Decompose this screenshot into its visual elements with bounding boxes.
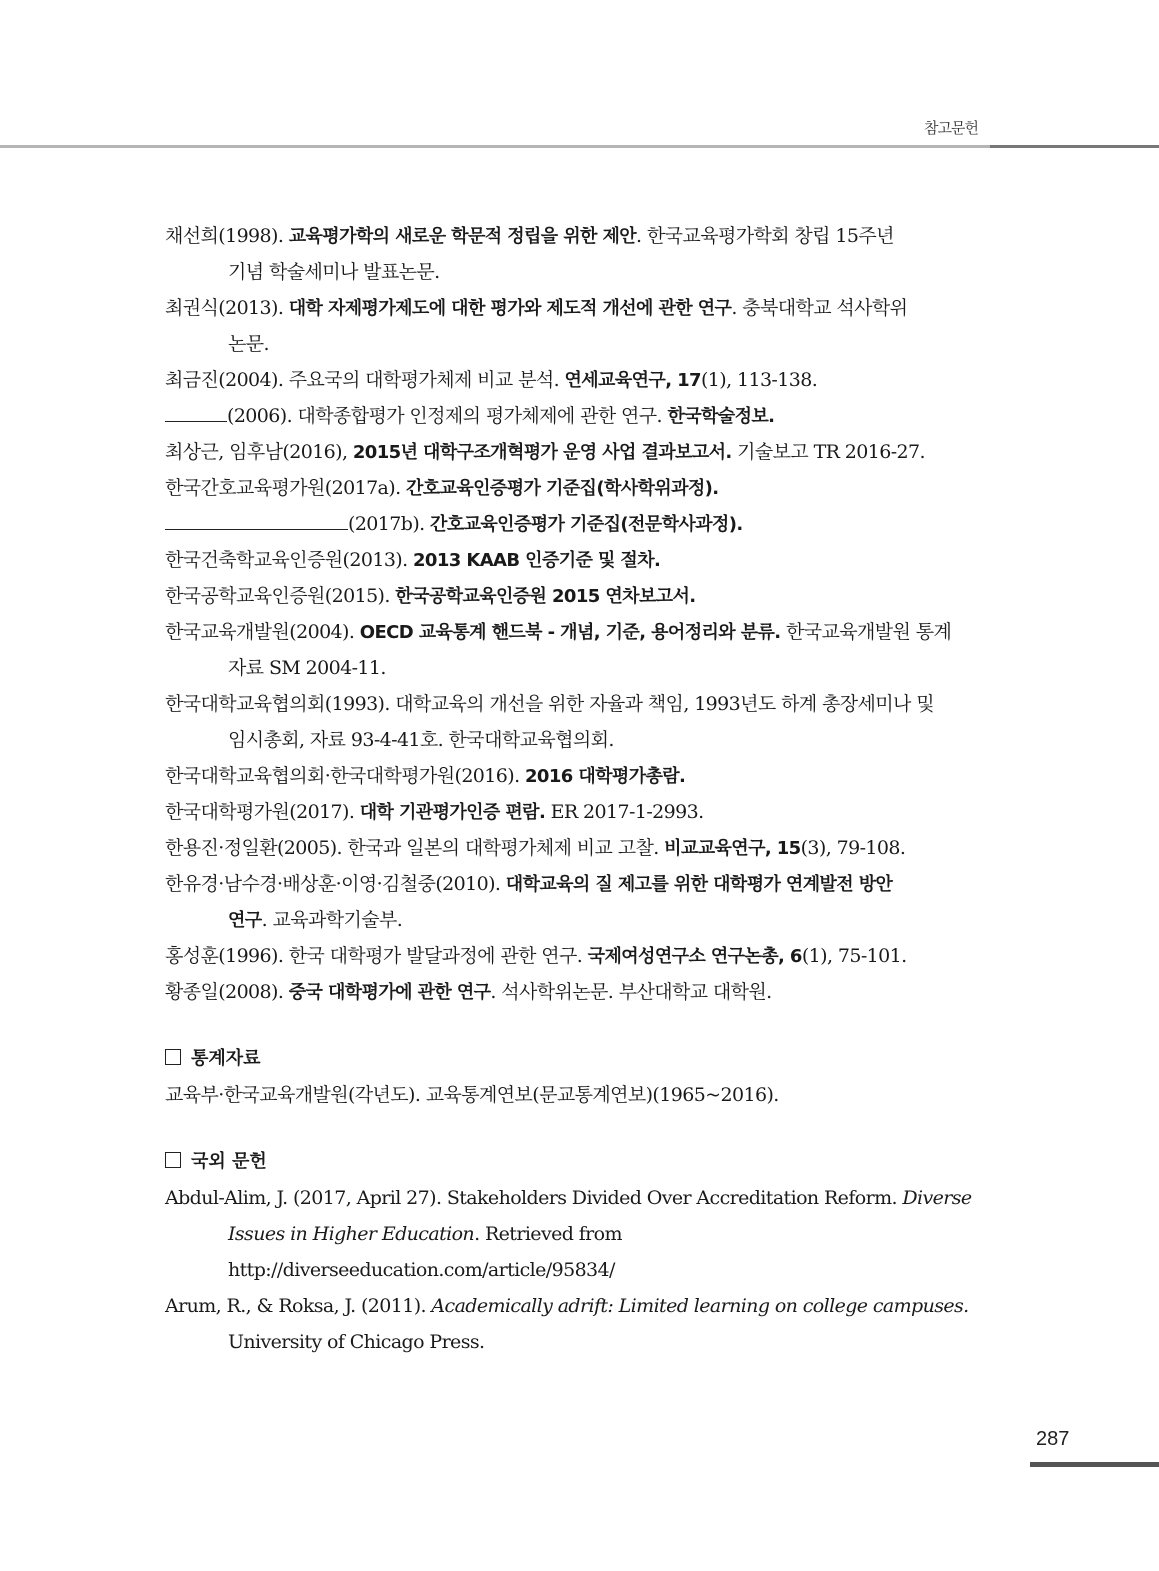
reference-title-italic: Issues in Higher Education xyxy=(228,1223,475,1245)
reference-line xyxy=(165,434,993,470)
reference-line xyxy=(165,542,993,578)
reference-title-bold: 한국공학교육인증원 2015 연차보고서. xyxy=(395,586,696,607)
reference-title-bold: 간호교육인증평가 기준집(전문학사과정). xyxy=(430,514,743,535)
reference-line xyxy=(165,866,993,902)
reference-title-bold: 국제여성연구소 연구논총, 6 xyxy=(587,946,802,967)
section-heading-text: 통계자료 xyxy=(191,1048,261,1069)
reference-text: (2017b). xyxy=(348,513,431,535)
reference-line xyxy=(165,506,993,542)
reference-title-bold: 대학교육의 질 제고를 위한 대학평가 연계발전 방안 xyxy=(505,874,893,895)
reference-entry xyxy=(165,866,993,938)
korean-references xyxy=(165,218,993,1010)
reference-line xyxy=(165,398,993,434)
reference-text: 한국교육개발원 통계 xyxy=(780,621,952,643)
reference-text: . Retrieved from xyxy=(474,1223,622,1245)
reference-entry xyxy=(165,938,993,974)
reference-entry xyxy=(165,830,993,866)
reference-text: . 교육과학기술부. xyxy=(261,909,403,931)
running-header-title: 참고문헌 xyxy=(924,119,978,137)
references-body xyxy=(165,218,993,1360)
foreign-references xyxy=(165,1180,993,1360)
reference-text: 교육부·한국교육개발원(각년도). 교육통계연보(문교통계연보)(1965~2016). xyxy=(165,1084,779,1106)
reference-line xyxy=(165,1288,993,1324)
reference-line xyxy=(165,650,993,686)
reference-text: 한국대학평가원(2017). xyxy=(165,801,360,823)
reference-line xyxy=(165,254,993,290)
reference-text: 한국대학교육협의회·한국대학평가원(2016). xyxy=(165,765,525,787)
reference-text: (1), 113-138. xyxy=(700,369,818,391)
reference-title-bold: 한국학술정보. xyxy=(667,406,775,427)
section-heading-statistics xyxy=(165,1041,993,1077)
reference-entry xyxy=(165,470,993,506)
reference-entry xyxy=(165,218,993,290)
reference-line xyxy=(165,218,993,254)
reference-line xyxy=(165,470,993,506)
reference-entry xyxy=(165,794,993,830)
reference-title-bold: 교육평가학의 새로운 학문적 정립을 위한 제안 xyxy=(288,226,637,247)
reference-text: Arum, R., & Roksa, J. (2011). xyxy=(165,1295,432,1317)
reference-text: ER 2017-1-2993. xyxy=(545,801,704,823)
reference-text: 한유경·남수경·배상훈·이영·김철중(2010). xyxy=(165,873,506,895)
reference-text: (1), 75-101. xyxy=(801,945,907,967)
reference-text: (2006). 대학종합평가 인정제의 평가체제에 관한 연구. xyxy=(227,405,668,427)
reference-line xyxy=(165,686,993,722)
checkbox-square-icon xyxy=(165,1152,181,1168)
reference-line xyxy=(165,1324,993,1360)
reference-text: . 충북대학교 석사학위 xyxy=(731,297,908,319)
header-rule-accent xyxy=(990,145,1159,148)
reference-text: Abdul-Alim, J. (2017, April 27). Stakeholders Divided Over Accreditation Reform. xyxy=(165,1187,903,1209)
reference-text: 한용진·정일환(2005). 한국과 일본의 대학평가체제 비교 고찰. xyxy=(165,837,665,859)
reference-entry xyxy=(165,686,993,758)
reference-line xyxy=(165,758,993,794)
reference-line xyxy=(165,974,993,1010)
reference-title-bold: 대학 기관평가인증 편람. xyxy=(359,802,546,823)
reference-entry xyxy=(165,1077,993,1113)
reference-title-bold: 중국 대학평가에 관한 연구 xyxy=(288,982,491,1003)
reference-line xyxy=(165,1252,993,1288)
reference-line xyxy=(165,326,993,362)
repeated-author-blank xyxy=(165,401,227,422)
reference-text: 최상근, 임후남(2016), xyxy=(165,441,353,463)
reference-line xyxy=(165,938,993,974)
reference-text: 최금진(2004). 주요국의 대학평가체제 비교 분석. xyxy=(165,369,565,391)
reference-title-bold: 대학 자제평가제도에 대한 평가와 제도적 개선에 관한 연구 xyxy=(288,298,732,319)
reference-title-italic: Diverse xyxy=(902,1187,972,1209)
reference-title-bold: 2013 KAAB 인증기준 및 절차. xyxy=(413,550,661,571)
reference-title-bold: 2016 대학평가총람. xyxy=(524,766,686,787)
reference-line xyxy=(165,722,993,758)
reference-text: (3), 79-108. xyxy=(800,837,906,859)
repeated-author-blank xyxy=(165,509,348,530)
reference-entry xyxy=(165,398,993,434)
reference-title-bold: 2015년 대학구조개혁평가 운영 사업 결과보고서. xyxy=(352,442,732,463)
reference-text: http://diverseeducation.com/article/95834/ xyxy=(228,1259,615,1281)
reference-text: 자료 SM 2004-11. xyxy=(228,657,386,679)
reference-line xyxy=(165,1216,993,1252)
reference-entry xyxy=(165,758,993,794)
reference-line xyxy=(165,830,993,866)
reference-text: 황종일(2008). xyxy=(165,981,289,1003)
reference-text: 최권식(2013). xyxy=(165,297,289,319)
reference-text: 한국대학교육협의회(1993). 대학교육의 개선을 위한 자율과 책임, 1993년도 하계 총장세미나 및 xyxy=(165,693,935,715)
reference-text: 임시총회, 자료 93-4-41호. 한국대학교육협의회. xyxy=(228,729,614,751)
reference-text: 논문. xyxy=(228,333,269,355)
reference-entry xyxy=(165,290,993,362)
checkbox-square-icon xyxy=(165,1049,181,1065)
reference-entry xyxy=(165,974,993,1010)
reference-text: 기술보고 TR 2016-27. xyxy=(731,441,925,463)
statistics-references xyxy=(165,1077,993,1113)
reference-text: . 한국교육평가학회 창립 15주년 xyxy=(636,225,894,247)
section-heading-foreign xyxy=(165,1144,993,1180)
reference-entry xyxy=(165,614,993,686)
reference-title-bold: 연세교육연구, 17 xyxy=(564,370,701,391)
reference-text: 한국공학교육인증원(2015). xyxy=(165,585,396,607)
reference-line xyxy=(165,794,993,830)
reference-line xyxy=(165,578,993,614)
reference-title-bold: 간호교육인증평가 기준집(학사학위과정). xyxy=(405,478,719,499)
reference-entry xyxy=(165,542,993,578)
reference-line xyxy=(165,614,993,650)
reference-entry xyxy=(165,434,993,470)
reference-line xyxy=(165,362,993,398)
reference-text: 홍성훈(1996). 한국 대학평가 발달과정에 관한 연구. xyxy=(165,945,588,967)
reference-text: 채선희(1998). xyxy=(165,225,289,247)
reference-entry xyxy=(165,1288,993,1360)
reference-title-bold: OECD 교육통계 핸드북 - 개념, 기준, 용어정리와 분류. xyxy=(359,622,781,643)
reference-text: . 석사학위논문. 부산대학교 대학원. xyxy=(490,981,772,1003)
reference-text: 한국간호교육평가원(2017a). xyxy=(165,477,406,499)
reference-title-italic: Academically adrift: Limited learning on college campuses. xyxy=(431,1295,969,1317)
page-number: 287 xyxy=(1036,1428,1070,1450)
reference-entry xyxy=(165,1180,993,1288)
section-heading-text: 국외 문헌 xyxy=(191,1151,267,1172)
reference-line xyxy=(165,1077,993,1113)
reference-entry xyxy=(165,506,993,542)
reference-text: 한국건축학교육인증원(2013). xyxy=(165,549,413,571)
reference-text: 기념 학술세미나 발표논문. xyxy=(228,261,440,283)
reference-title-bold: 연구 xyxy=(228,910,262,931)
reference-line xyxy=(165,902,993,938)
page-number-bar xyxy=(1030,1462,1159,1467)
reference-line xyxy=(165,1180,993,1216)
reference-title-bold: 비교교육연구, 15 xyxy=(664,838,801,859)
reference-entry xyxy=(165,362,993,398)
reference-line xyxy=(165,290,993,326)
reference-entry xyxy=(165,578,993,614)
reference-text: 한국교육개발원(2004). xyxy=(165,621,360,643)
header-rule xyxy=(0,145,990,148)
reference-text: University of Chicago Press. xyxy=(228,1331,485,1353)
